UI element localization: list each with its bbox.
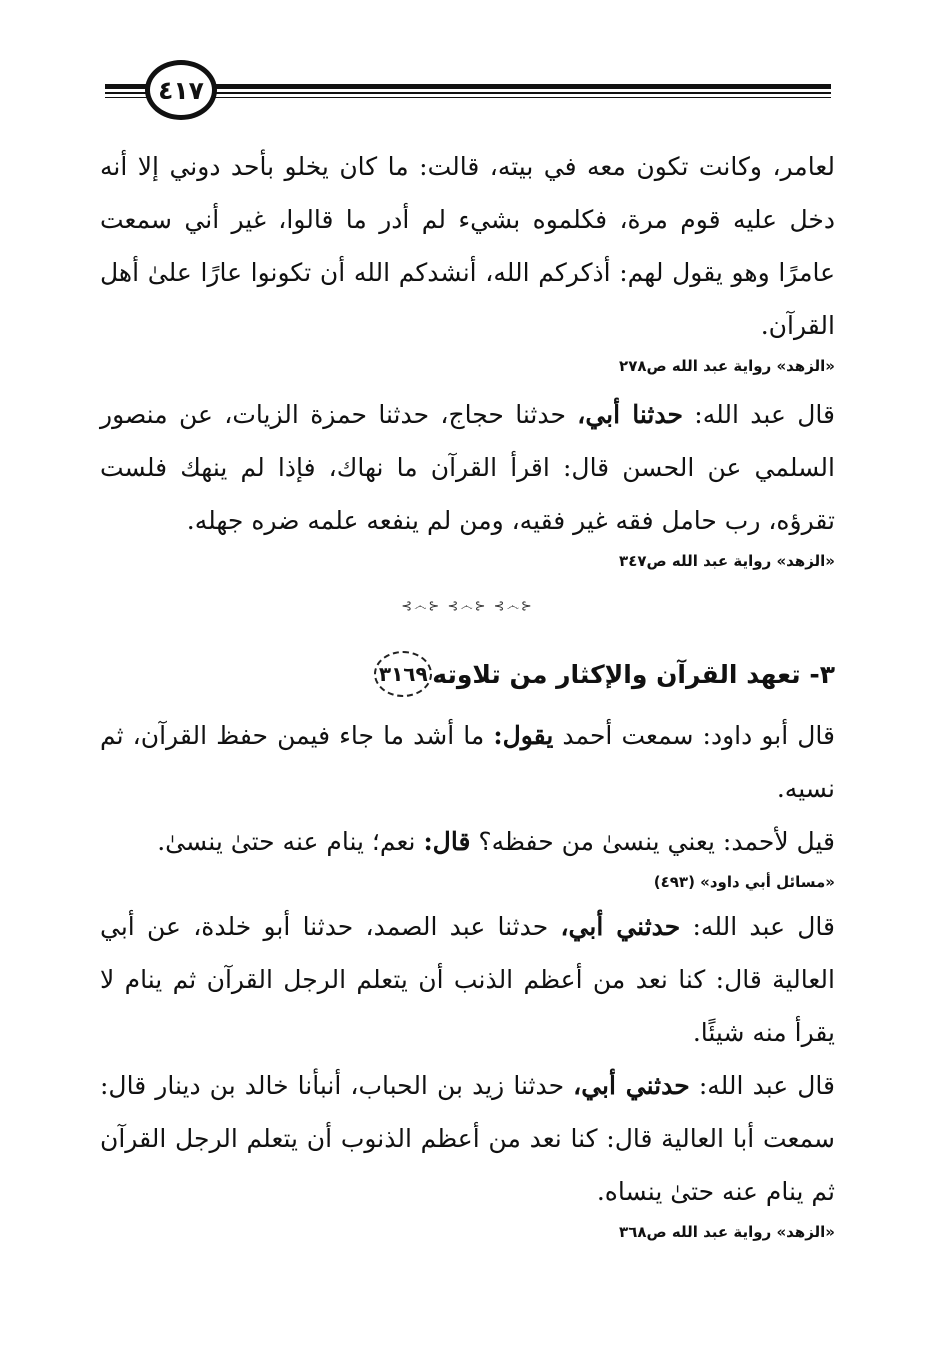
chapter-number-badge: ٣١٦٩ xyxy=(374,651,432,697)
paragraph: قال عبد الله: حدثني أبي، حدثنا عبد الصمد، حدثنا أبو خلدة، عن أبي العالية قال: كنا نعد من أعظم الذنب أن يتعلم الرجل القرآن ثم ينام لا يقرأ منه شيئًا. xyxy=(100,912,835,1047)
paragraph: لعامر، وكانت تكون معه في بيته، قالت: ما كان يخلو بأحد دوني إلا أنه دخل عليه قوم مرة، فكلموه بشيء لم أدر ما قالوا، غير أني سمعت عامرًا وهو يقول لهم: أذكركم الله، أنشدكم الله أن تكونوا عارًا علىٰ أهل القرآن. xyxy=(100,152,835,340)
source-citation: «مسائل أبي داود» (٤٩٣) xyxy=(653,873,835,891)
paragraph: قال عبد الله: حدثنا أبي، حدثنا حجاج، حدثنا حمزة الزيات، عن منصور السلمي عن الحسن قال: اقرأ القرآن ما نهاك، فإذا لم ينهك فلست تقرؤه، رب حامل فقه غير فقيه، ومن لم ينفعه علمه ضره جهله. xyxy=(100,400,835,535)
page-body xyxy=(100,140,835,1254)
chapter-title: ٣- تعهد القرآن والإكثار من تلاوته xyxy=(432,659,835,689)
source-citation: «الزهد» رواية عبد الله ص٣٦٨ xyxy=(619,1223,835,1241)
paragraph: قال عبد الله: حدثني أبي، حدثنا زيد بن الحباب، أنبأنا خالد بن دينار قال: سمعت أبا العالية قال: كنا نعد من أعظم الذنوب أن يتعلم الرجل القرآن ثم ينام عنه حتىٰ ينساه. xyxy=(100,1071,835,1206)
ornament-divider: ⊰෴⊱ ⊰෴⊱ ⊰෴⊱ xyxy=(401,599,534,614)
source-citation: «الزهد» رواية عبد الله ص٢٧٨ xyxy=(619,357,835,375)
chapter-heading xyxy=(100,639,835,709)
source-citation: «الزهد» رواية عبد الله ص٣٤٧ xyxy=(619,552,835,570)
paragraph: قال أبو داود: سمعت أحمد يقول: ما أشد ما جاء فيمن حفظ القرآن، ثم نسيه. xyxy=(100,721,835,803)
page-header xyxy=(105,60,831,130)
paragraph: قيل لأحمد: يعني ينسىٰ من حفظه؟ قال: نعم؛ ينام عنه حتىٰ ينسىٰ. xyxy=(157,827,835,856)
page-number: ٤١٧ xyxy=(145,60,217,120)
